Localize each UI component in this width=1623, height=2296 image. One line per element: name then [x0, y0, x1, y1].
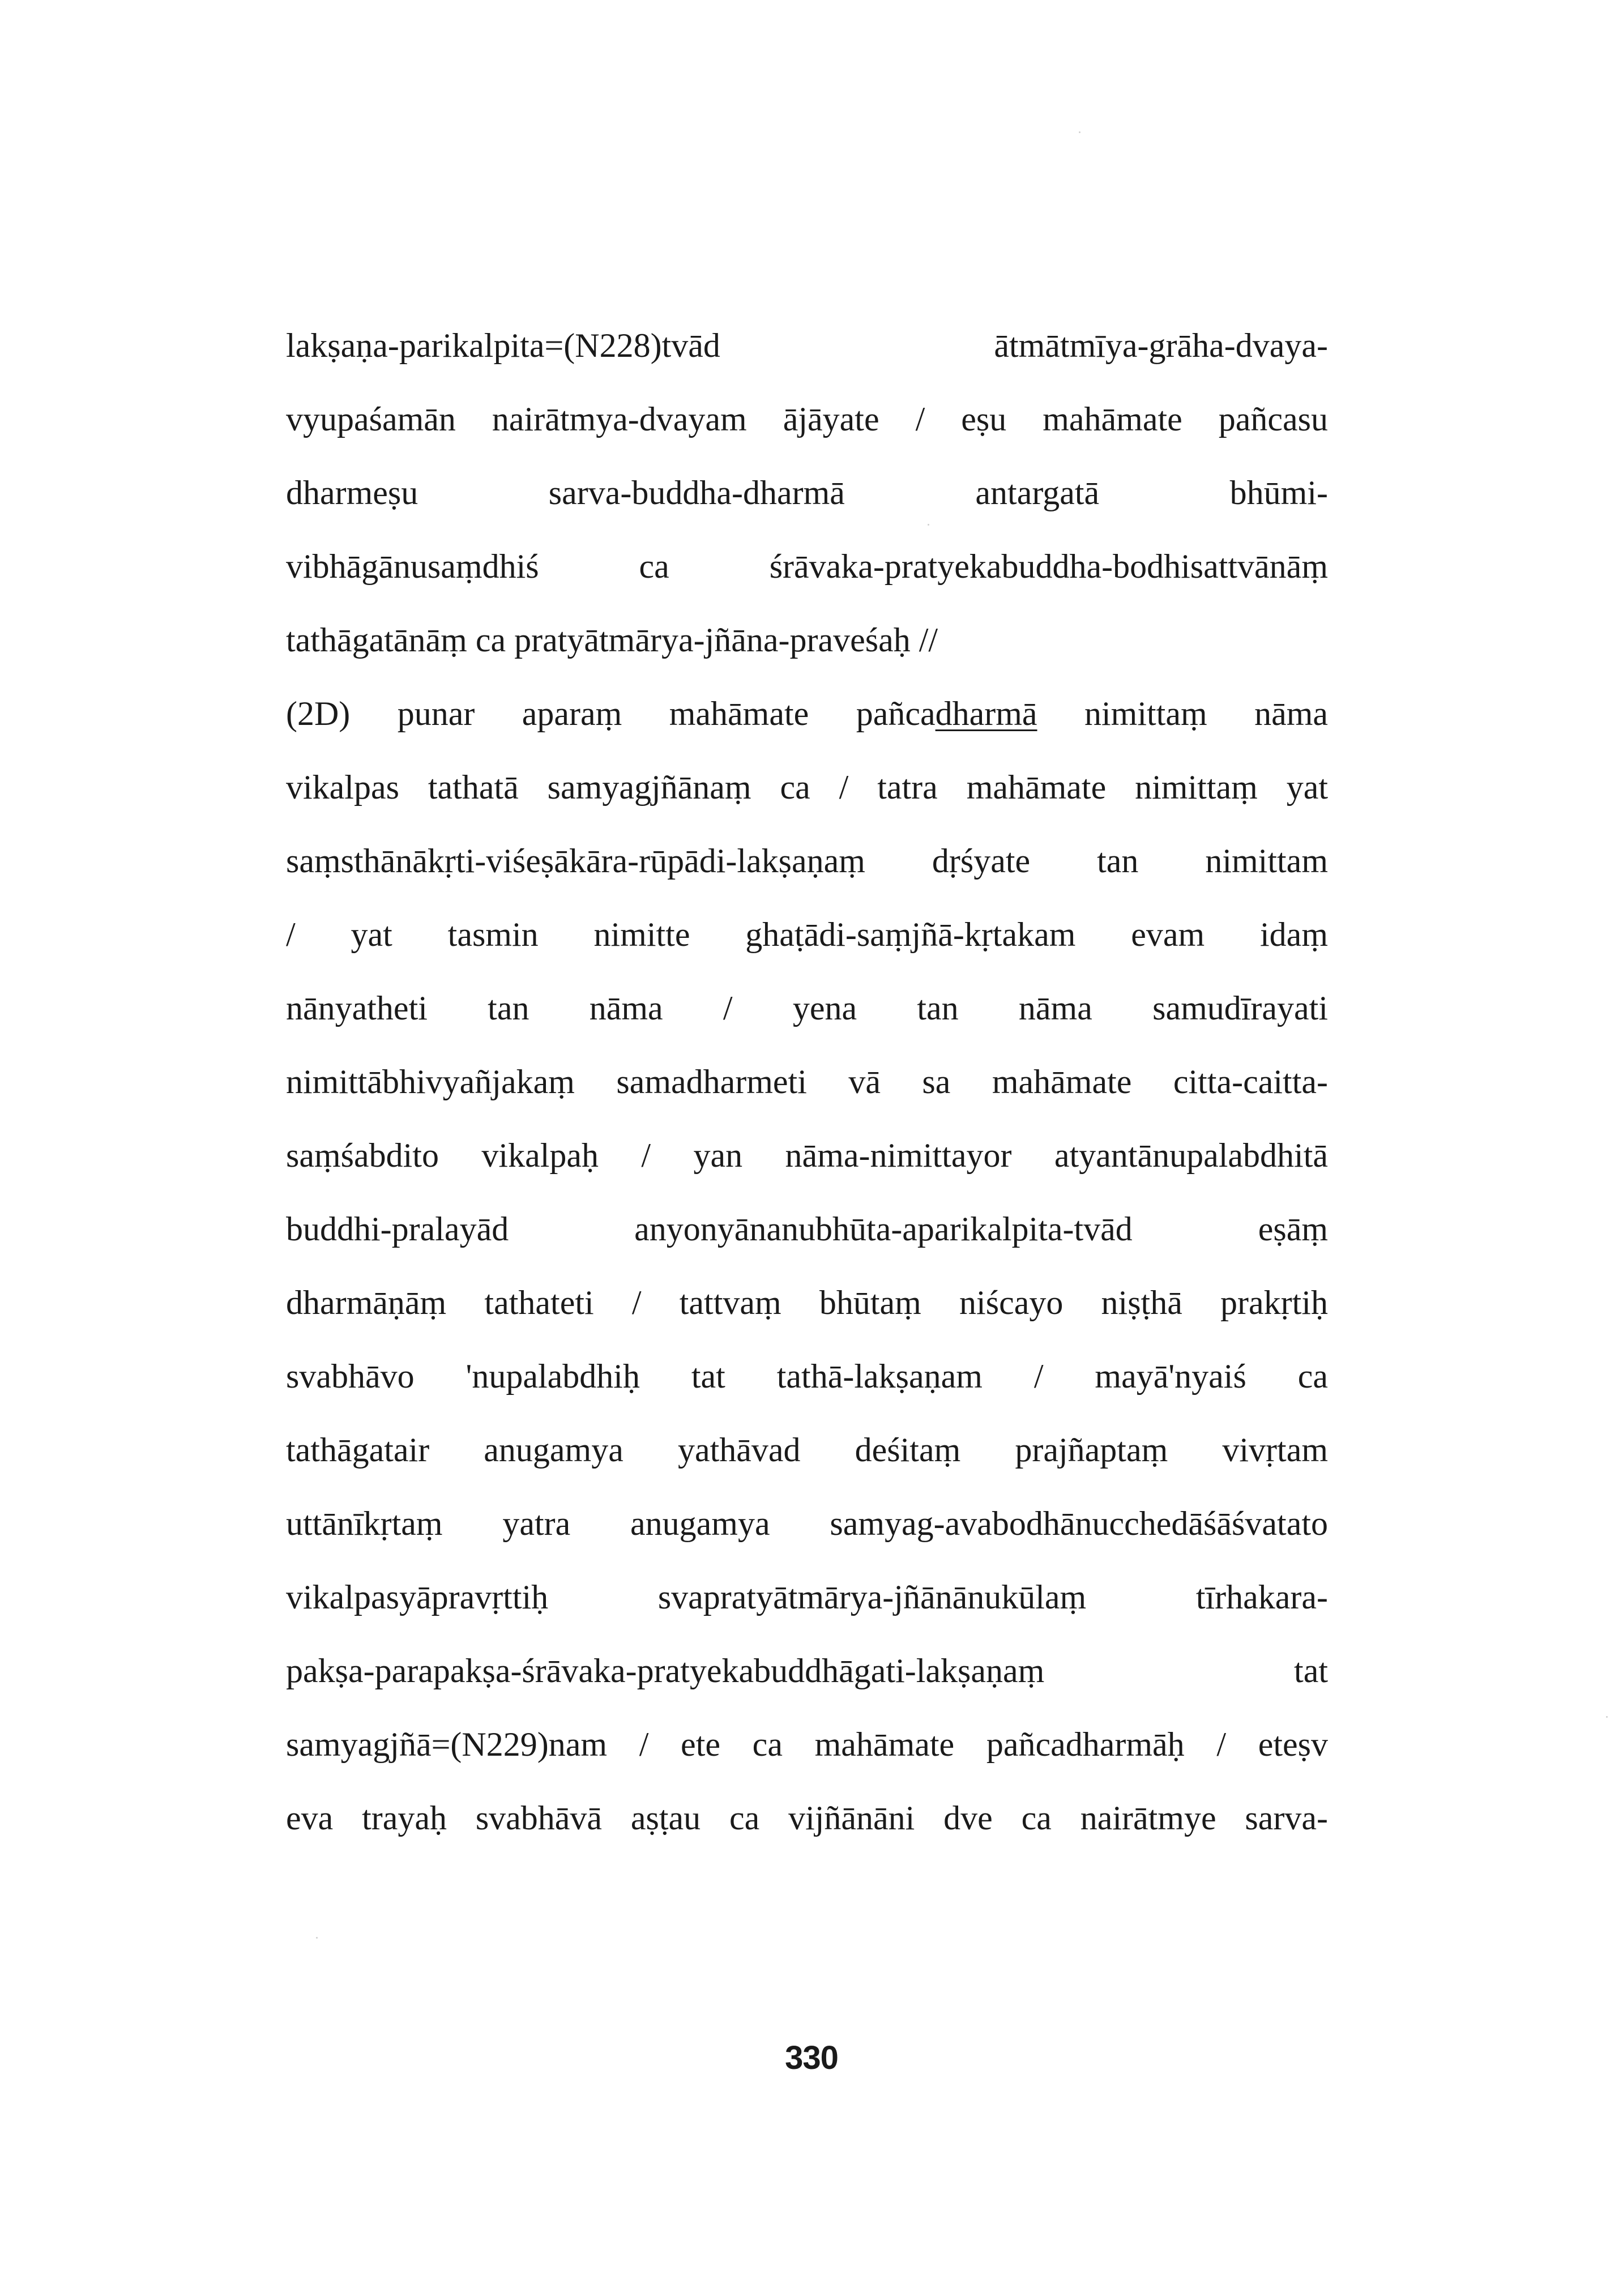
text-line-7: vikalpas tathatā samyagjñānaṃ ca / tatra mahāmate nimittaṃ yat — [286, 769, 1328, 806]
text-line-20: samyagjñā=(N229)nam / ete ca mahāmate pañcadharmāḥ / eteṣv — [286, 1726, 1328, 1763]
underlined-dharma: dharmā — [935, 695, 1037, 732]
line-6-lead: (2D) punar aparaṃ mahāmate pañca — [286, 695, 936, 732]
text-line-14: dharmāṇāṃ tathateti / tattvaṃ bhūtaṃ niścayo niṣṭhā prakṛtiḥ — [286, 1284, 1328, 1321]
text-line-9: / yat tasmin nimitte ghaṭādi-saṃjñā-kṛtakam evam idaṃ — [286, 916, 1328, 953]
text-line-13: buddhi-pralayād anyonyānanubhūta-aparikalpita-tvād eṣāṃ — [286, 1210, 1328, 1248]
text-line-4: vibhāgānusaṃdhiś ca śrāvaka-pratyekabuddha-bodhisattvānāṃ — [286, 548, 1328, 585]
scan-speck — [1606, 1716, 1608, 1718]
scan-speck — [1079, 131, 1080, 133]
line-6-tail: nimittaṃ nāma — [1037, 695, 1328, 732]
scan-speck — [316, 1937, 318, 1939]
text-line-1: lakṣaṇa-parikalpita=(N228)tvād ātmātmīya-grāha-dvaya- — [286, 327, 1328, 364]
text-line-10: nānyatheti tan nāma / yena tan nāma samudīrayati — [286, 989, 1328, 1027]
text-line-16: tathāgatair anugamya yathāvad deśitaṃ prajñaptaṃ vivṛtam — [286, 1431, 1328, 1469]
page-number: 330 — [785, 2039, 838, 2076]
text-line-18: vikalpasyāpravṛttiḥ svapratyātmārya-jñānānukūlaṃ tīrhakara- — [286, 1578, 1328, 1616]
text-line-15: svabhāvo 'nupalabdhiḥ tat tathā-lakṣaṇam / mayā'nyaiś ca — [286, 1358, 1328, 1395]
text-line-2: vyupaśamān nairātmya-dvayam ājāyate / eṣu mahāmate pañcasu — [286, 400, 1328, 438]
scan-speck — [928, 524, 929, 526]
text-line-21: eva trayaḥ svabhāvā aṣṭau ca vijñānāni dve ca nairātmye sarva- — [286, 1799, 1328, 1837]
text-line-5: tathāgatānāṃ ca pratyātmārya-jñāna-praveśaḥ // — [286, 621, 938, 659]
text-line-11: nimittābhivyañjakaṃ samadharmeti vā sa mahāmate citta-caitta- — [286, 1063, 1328, 1100]
text-line-12: saṃśabdito vikalpaḥ / yan nāma-nimittayor atyantānupalabdhitā — [286, 1137, 1328, 1174]
text-line-8: saṃsthānākṛti-viśeṣākāra-rūpādi-lakṣaṇaṃ dṛśyate tan nimittam — [286, 842, 1328, 880]
text-line-17: uttānīkṛtaṃ yatra anugamya samyag-avabodhānucchedāśāśvatato — [286, 1505, 1328, 1542]
body-text — [286, 309, 1328, 1855]
text-line-6 — [286, 677, 1328, 750]
text-line-19: pakṣa-parapakṣa-śrāvaka-pratyekabuddhāgati-lakṣaṇaṃ tat — [286, 1652, 1328, 1689]
text-line-3: dharmeṣu sarva-buddha-dharmā antargatā bhūmi- — [286, 474, 1328, 511]
